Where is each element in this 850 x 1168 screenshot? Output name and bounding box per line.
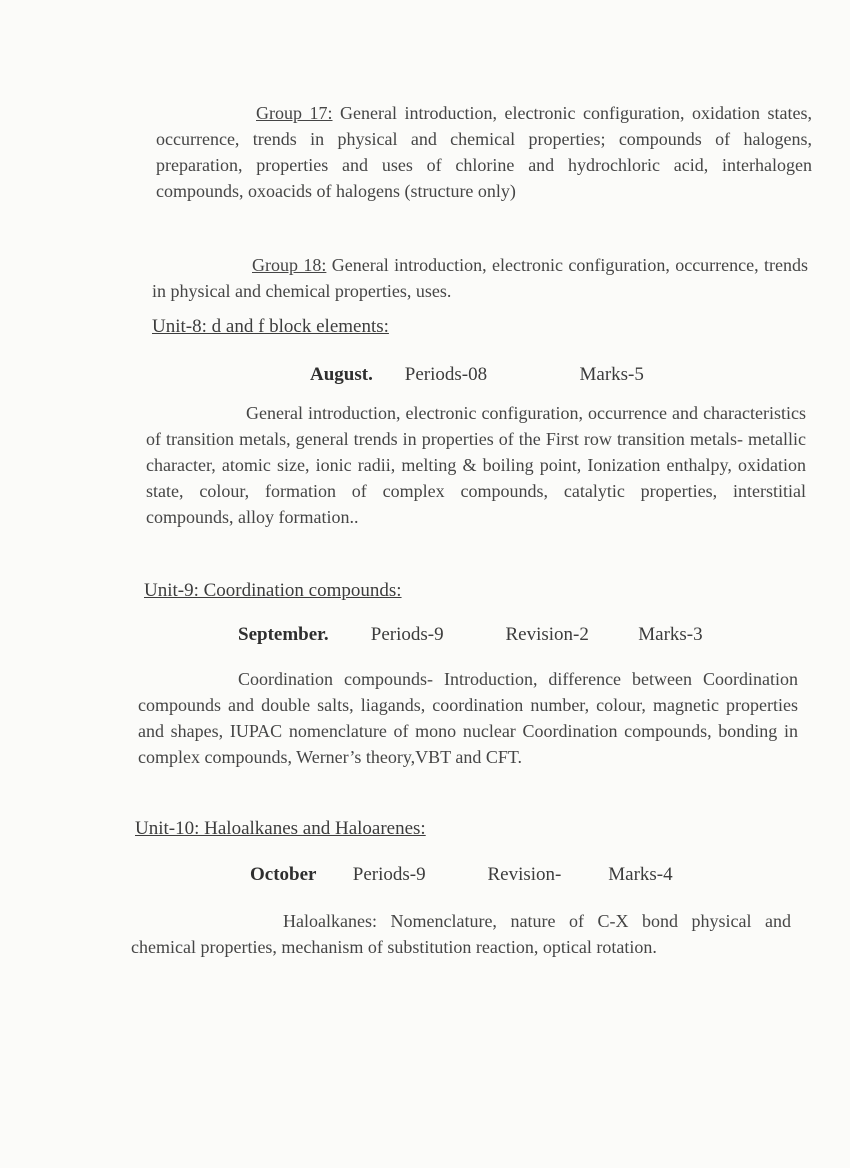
unit9-revision: Revision-2 [505,624,589,645]
unit8-marks: Marks-5 [579,364,644,385]
unit10-text: Haloalkanes: Nomenclature, nature of C-X bond physical and chemical properties, mechanism of substitution reaction, optical rotation. [131,911,791,957]
unit9-text: Coordination compounds- Introduction, difference between Coordination compounds and double salts, liagands, coordination number, colour, magnetic properties and shapes, IUPAC nomenclature of mono nuclear Coordination compounds, bonding in complex compounds, Werner’s theory,VBT and CFT. [138,669,798,767]
unit8-paragraph [146,400,806,530]
group18-text: General introduction, electronic configuration, occurrence, trends in physical and chemical properties, uses. [152,255,809,301]
unit10-paragraph [131,908,791,960]
unit9-marks: Marks-3 [638,624,703,645]
unit10-month: October [250,864,317,885]
group17-paragraph [156,100,812,204]
unit9-heading: Unit-9: Coordination compounds: [144,580,402,601]
unit8-heading: Unit-8: d and f block elements: [152,316,389,337]
unit9-paragraph [138,666,798,770]
unit8-text: General introduction, electronic configuration, occurrence and characteristics of transition metals, general trends in properties of the First row transition metals- metallic character, atomic size, ionic radii, melting & boiling point, Ionization enthalpy, oxidation state, colour, formation of complex compounds, catalytic properties, interstitial compounds, alloy formation.. [146,403,806,527]
group18-paragraph [152,252,808,304]
unit8-month: August. [310,364,373,385]
unit8-schedule [310,364,644,386]
unit9-month: September. [238,624,329,645]
unit10-schedule [250,864,673,886]
group17-text: General introduction, electronic configuration, oxidation states, occurrence, trends in physical and chemical properties; compounds of halogens, preparation, properties and uses of chlorine and hydrochloric acid, interhalogen compounds, oxoacids of halogens (structure only) [156,103,813,201]
unit10-periods: Periods-9 [352,864,426,885]
group18-label: Group 18: [252,255,327,275]
unit10-marks: Marks-4 [608,864,673,885]
unit10-revision: Revision- [487,864,562,885]
unit10-heading: Unit-10: Haloalkanes and Haloarenes: [135,818,426,839]
unit9-schedule [238,624,703,646]
group17-label: Group 17: [256,103,333,123]
unit9-periods: Periods-9 [370,624,444,645]
unit8-periods: Periods-08 [404,364,488,385]
